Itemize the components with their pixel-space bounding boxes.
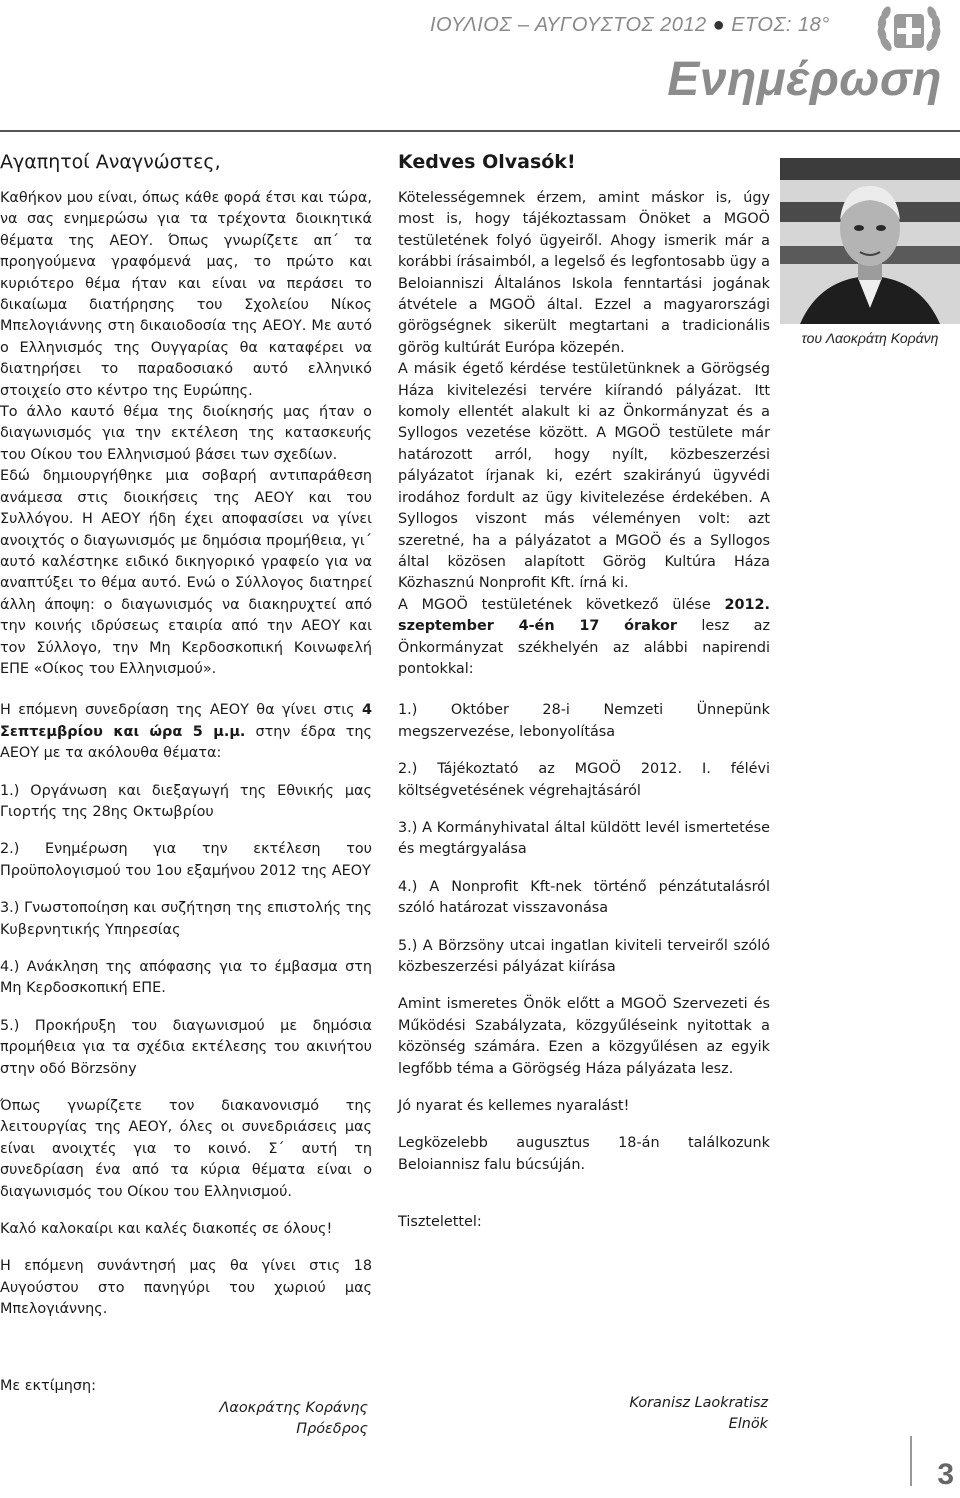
greek-signature-name: Λαοκράτης Κοράνης bbox=[219, 1400, 368, 1416]
hungarian-meeting-text: A MGOÖ testületének következő ülése bbox=[398, 596, 725, 613]
issue-months: ΙΟΥΛΙΟΣ – ΑΥΓΟΥΣΤΟΣ 2012 bbox=[430, 14, 707, 36]
hungarian-intro: Kötelességemnek érzem, amint máskor is, úgy most is, hogy tájékoztassam Önöket a MGOÖ testületének folyó ügyeiről. Ahogy ismerik már a korábbi írásaimból, a legelső és legfontosabb ügy a Beloianniszi Általános Iskola fenntartási jogának átvétele a MGOÖ által. Ezzel a magyarországi görögségnek sikerült megtartani a tradicionális görög kultúrát Európa közepén. bbox=[398, 190, 770, 356]
issue-line bbox=[430, 14, 870, 37]
section-title: Ενημέρωση bbox=[667, 53, 942, 106]
hungarian-greeting: Kedves Olvasók! bbox=[398, 151, 576, 173]
hungarian-agenda-item: 5.) A Börzsöny utcai ingatlan kiviteli terveiről szóló közbeszerzési pályázat kiírása bbox=[398, 937, 770, 975]
hungarian-closing: Tisztelettel: bbox=[398, 1214, 482, 1231]
greek-meeting-text: Η επόμενη συνεδρίαση της ΑΕΟΥ θα γίνει στις bbox=[0, 702, 362, 719]
greek-next-meeting: Η επόμενη συνάντησή μας θα γίνει στις 18 Αυγούστου στο πανηγύρι του χωριού μας Μπελογιάννης. bbox=[0, 1258, 372, 1318]
greek-column bbox=[0, 150, 372, 1321]
author-photo bbox=[780, 158, 960, 324]
greek-rules: Όπως γνωρίζετε τον διακανονισμό της λειτουργίας της ΑΕΟΥ, όλες οι συνεδριάσεις μας είναι ανοιχτές για το κοινό. Σ΄ αυτή τη συνεδρίαση ένα από τα κύρια θέματα είναι ο διαγωνισμός του Οίκου του Ελληνισμού. bbox=[0, 1098, 372, 1200]
hungarian-agenda-item: 4.) A Nonprofit Kft-nek történő pénzátutalásról szóló határozat visszavonása bbox=[398, 878, 770, 917]
hungarian-signature-name: Koranisz Laokratisz bbox=[629, 1395, 768, 1411]
greek-agenda-item: 3.) Γνωστοποίηση και συζήτηση της επιστολής της Κυβερνητικής Υπηρεσίας bbox=[0, 900, 372, 938]
hungarian-agenda-item: 1.) Október 28-i Nemzeti Ünnepünk megszervezése, lebonyolítása bbox=[398, 702, 770, 740]
page-number-frame bbox=[910, 1436, 912, 1486]
issue-year: ΕΤΟΣ: 18° bbox=[731, 14, 830, 36]
greek-greeting: Αγαπητοί Αναγνώστες, bbox=[0, 151, 221, 173]
greek-agenda-item: 2.) Ενημέρωση για την εκτέλεση του Προϋπολογισμού του 1ου εξαμήνου 2012 της ΑΕΟΥ bbox=[0, 841, 372, 879]
greek-signature-title: Πρόεδρος bbox=[296, 1421, 368, 1437]
greek-closing: Με εκτίμηση: bbox=[0, 1378, 96, 1394]
hungarian-wishes: Jó nyarat és kellemes nyaralást! bbox=[398, 1098, 630, 1115]
photo-caption: του Λαοκράτη Κοράνη bbox=[801, 330, 939, 346]
hungarian-meeting-date: 2012. szeptember 4-én 17 órakor bbox=[398, 596, 770, 635]
hungarian-signature-title: Elnök bbox=[728, 1416, 768, 1432]
hungarian-next-meeting: Legközelebb augusztus 18-án találkozunk Beloiannisz falu búcsúján. bbox=[398, 1135, 770, 1173]
separator-dot: ● bbox=[712, 14, 726, 36]
greek-agenda-item: 5.) Προκήρυξη του διαγωνισμού με δημόσια προμήθεια για τα σχέδια εκτέλεσης του ακινήτου στην οδό Börzsöny bbox=[0, 1017, 372, 1077]
greek-agenda-item: 1.) Οργάνωση και διεξαγωγή της Εθνικής μας Γιορτής της 28ης Οκτωβρίου bbox=[0, 782, 372, 820]
hungarian-signature-block bbox=[398, 1393, 770, 1435]
greek-intro: Καθήκον μου είναι, όπως κάθε φορά έτσι και τώρα, να σας ενημερώσω για τα τρέχοντα διοικητικά θέματα της ΑΕΟΥ. Όπως γνωρίζετε απ΄ τα προηγούμενα γραφόμενά μας, το πρώτο και κυριότερο θέμα ήταν και είναι να περάσει το δικαίωμα διατήρησης του Σχολείου Νίκος Μπελογιάννης στη δικαιοδοσία της ΑΕΟΥ. Με αυτό ο Ελληνισμός της Ουγγαρίας θα καταφέρει να διατηρήσει το παραδοσιακό αυτό ελληνικό στοιχείο στο κέντρο της Ευρώπης. bbox=[0, 190, 372, 399]
header-divider bbox=[0, 130, 960, 132]
hungarian-paragraph-2: A másik égető kérdése testületünknek a Görögség Háza kivitelezési tervére kiírandó pályázat. Itt komoly ellentét alakult ki az Önkormányzat és a Syllogos vezetése között. A MGOÖ testülete már határozott arról, hogy nyílt, közbeszerzési pályázatot írjanak ki, ezért szakirányú ügyvédi irodához fordult az ügy kivitelezése érdekében. A Syllogos viszont más véleményen volt: azt szeretné, ha a pályázatot a MGOÖ és a Syllogos által közösen alapított Görög Kultúra Háza Közhasznú Nonprofit Kft. írná ki. bbox=[398, 361, 770, 592]
greek-paragraph-2: Το άλλο καυτό θέμα της διοίκησής μας ήταν ο διαγωνισμός για την εκτέλεση της κατασκευής του Οίκου του Ελληνισμού βάσει των σχεδίων. bbox=[0, 404, 372, 463]
hungarian-meeting-text-end: lesz az Önkormányzat székhelyén az alábbi napirendi pontokkal: bbox=[398, 618, 770, 677]
greek-signature-block bbox=[0, 1378, 372, 1437]
hungarian-column bbox=[398, 150, 770, 1234]
greek-meeting-text-end: στην έδρα της ΑΕΟΥ με τα ακόλουθα θέματα: bbox=[0, 723, 372, 762]
hungarian-agenda-item: 3.) A Kormányhivatal által küldött levél ismertetése és megtárgyalása bbox=[398, 819, 770, 858]
hungarian-rules: Amint ismeretes Önök előtt a MGOÖ Szervezeti és Működési Szabályzata, közgyűléseink nyitottak a közönség számára. Ezen a közgyűlésen az egyik legfőbb téma a Görögség Háza pályázata lesz. bbox=[398, 996, 770, 1077]
greek-meeting bbox=[0, 700, 372, 764]
portrait-image bbox=[780, 158, 960, 324]
greek-meeting-date: 4 Σεπτεμβρίου και ώρα 5 μ.μ. bbox=[0, 702, 372, 740]
greek-wishes: Καλό καλοκαίρι και καλές διακοπές σε όλους! bbox=[0, 1221, 333, 1238]
hungarian-agenda-item: 2.) Tájékoztató az MGOÖ 2012. I. félévi költségvetésének végrehajtásáról bbox=[398, 761, 770, 799]
greek-agenda-item: 4.) Ανάκληση της απόφασης για το έμβασμα στη Μη Κερδοσκοπική ΕΠΕ. bbox=[0, 959, 372, 997]
greek-paragraph-3: Εδώ δημιουργήθηκε μια σοβαρή αντιπαράθεση ανάμεσα στις διοικήσεις της ΑΕΟΥ και του Συλλόγου. Η ΑΕΟΥ ήδη έχει αποφασίσει να γίνει ανοιχτός ο διαγωνισμός με δημόσια προμήθεια, γι΄ αυτό καλέστηκε ειδικό δικηγορικό γραφείο για να αναπτύξει το θέμα αυτό. Ενώ ο Σύλλογος διατηρεί άλλη άποψη: ο διαγωνισμός να διακηρυχτεί από την κοινής ιδρύσεως εταιρία από την ΑΕΟΥ και τον Σύλλογο, την Μη Κερδοσκοπική Κοινωφελή ΕΠΕ «Οίκος του Ελληνισμού». bbox=[0, 468, 372, 677]
page-number: 3 bbox=[937, 1458, 954, 1491]
hungarian-meeting bbox=[398, 595, 770, 681]
